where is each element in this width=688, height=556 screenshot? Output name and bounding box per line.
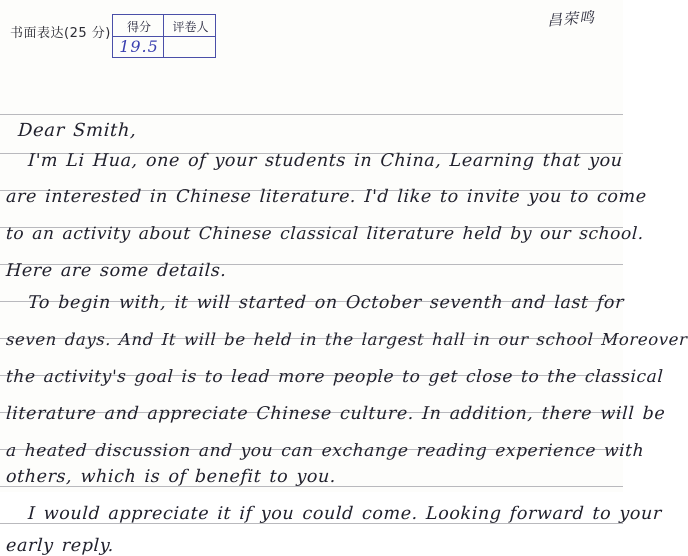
essay-line: Here are some details. — [5, 261, 228, 281]
essay-line: are interested in Chinese literature. I'd like to invite you to come — [5, 187, 648, 207]
essay-line: literature and appreciate Chinese culture. In addition, there will be — [5, 404, 666, 424]
essay-line: the activity's goal is to lead more people to get close to the classical — [5, 367, 664, 387]
rater-column-header: 评卷人 — [172, 20, 209, 34]
essay-line: Dear Smith, — [17, 120, 138, 141]
essay-line: I'm Li Hua, one of your students in China, Learning that you — [27, 151, 624, 171]
essay-line: a heated discussion and you can exchange reading experience with — [5, 441, 645, 461]
section-label: 书面表达(25 分) — [10, 26, 111, 41]
essay-line: early reply. — [5, 536, 115, 556]
essay-line: others, which is of benefit to you. — [5, 467, 337, 487]
essay-line: seven days. And It will be held in the largest hall in our school Moreover — [5, 330, 688, 349]
essay-line: to an activity about Chinese classical literature held by our school. — [5, 224, 645, 244]
ruled-line — [0, 114, 623, 115]
score-header-area — [0, 8, 623, 56]
rater-signature: 昌荣鸣 — [546, 8, 596, 30]
essay-line: To begin with, it will started on October seventh and last for — [27, 293, 625, 313]
essay-line: I would appreciate it if you could come. Looking forward to your — [27, 504, 663, 524]
score-value: 19.5 — [119, 37, 159, 56]
score-table — [112, 14, 216, 58]
score-column-header: 得分 — [126, 20, 151, 34]
